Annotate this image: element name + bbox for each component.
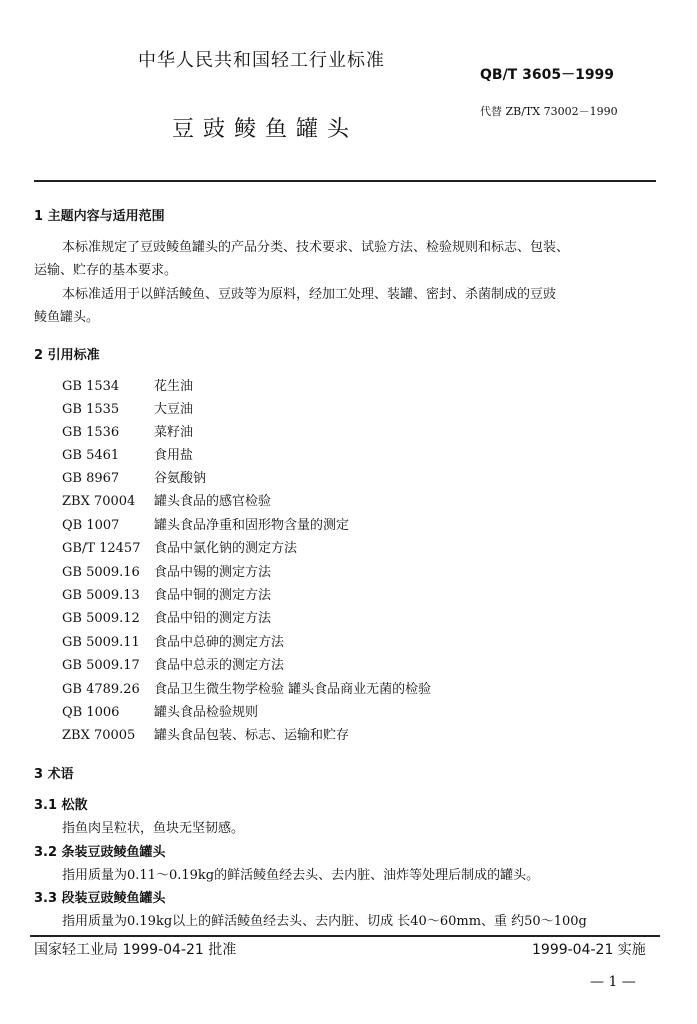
reference-code: GB 1534 bbox=[62, 379, 120, 394]
reference-item bbox=[62, 584, 271, 603]
reference-name: 谷氨酸钠 bbox=[154, 471, 207, 486]
reference-name: 食品中总砷的测定方法 bbox=[154, 635, 285, 650]
term-3-2-text: 指用质量为0.11～0.19kg的鲜活鲮鱼经去头、去内脏、油炸等处理后制成的罐头。 bbox=[62, 868, 540, 883]
reference-code: GB 1536 bbox=[62, 425, 120, 440]
reference-item bbox=[62, 467, 206, 486]
reference-code: QB 1006 bbox=[62, 705, 120, 720]
reference-name: 食品中氯化钠的测定方法 bbox=[154, 541, 298, 556]
section-1-paragraph-2-line-1: 本标准适用于以鲜活鲮鱼、豆豉等为原料，经加工处理、装罐、密封、杀菌制成的豆豉 bbox=[62, 287, 557, 302]
approval-line: 国家轻工业局 1999-04-21 批准 bbox=[34, 942, 237, 958]
page-number: — 1 — bbox=[590, 974, 636, 990]
reference-code: GB 5009.13 bbox=[62, 588, 140, 603]
term-3-1-text: 指鱼肉呈粒状，鱼块无坚韧感。 bbox=[62, 821, 245, 836]
term-3-1-heading: 3.1 松散 bbox=[34, 798, 88, 813]
reference-code: ZBX 70005 bbox=[62, 728, 136, 743]
reference-item bbox=[62, 607, 271, 626]
reference-name: 食品中总汞的测定方法 bbox=[154, 658, 285, 673]
reference-name: 食品中铜的测定方法 bbox=[154, 588, 272, 603]
reference-code: GB 4789.26 bbox=[62, 682, 140, 697]
footer-divider bbox=[30, 935, 660, 937]
document-title: 豆豉鲮鱼罐头 bbox=[172, 117, 359, 142]
term-3-3-text: 指用质量为0.19kg以上的鲜活鲮鱼经去头、去内脏、切成 长40～60mm、重 约50～100g bbox=[62, 914, 587, 929]
issuing-organization: 中华人民共和国轻工行业标准 bbox=[138, 50, 385, 71]
reference-name: 罐头食品检验规则 bbox=[154, 705, 259, 720]
reference-code: ZBX 70004 bbox=[62, 494, 136, 509]
reference-name: 罐头食品净重和固形物含量的测定 bbox=[154, 518, 350, 533]
reference-name: 罐头食品的感官检验 bbox=[154, 494, 272, 509]
reference-name: 花生油 bbox=[154, 379, 194, 394]
reference-name: 食品中铅的测定方法 bbox=[154, 611, 272, 626]
reference-item bbox=[62, 398, 193, 417]
reference-item bbox=[62, 631, 284, 650]
term-3-3-heading: 3.3 段装豆豉鲮鱼罐头 bbox=[34, 891, 166, 906]
reference-item bbox=[62, 421, 193, 440]
reference-name: 罐头食品包装、标志、运输和贮存 bbox=[154, 728, 350, 743]
reference-code: GB/T 12457 bbox=[62, 541, 141, 556]
reference-code: GB 1535 bbox=[62, 402, 120, 417]
reference-item bbox=[62, 537, 297, 556]
reference-item bbox=[62, 490, 271, 509]
reference-code: GB 5009.12 bbox=[62, 611, 140, 626]
reference-item bbox=[62, 444, 193, 463]
section-1-heading: 1 主题内容与适用范围 bbox=[34, 209, 165, 224]
header-divider bbox=[34, 180, 656, 182]
section-1-paragraph-1-line-2: 运输、贮存的基本要求。 bbox=[34, 263, 178, 278]
reference-name: 食品卫生微生物学检验 罐头食品商业无菌的检验 bbox=[154, 682, 432, 697]
section-2-heading: 2 引用标准 bbox=[34, 348, 100, 363]
reference-item bbox=[62, 654, 284, 673]
reference-item bbox=[62, 678, 431, 697]
section-1-paragraph-1-line-1: 本标准规定了豆豉鲮鱼罐头的产品分类、技术要求、试验方法、检验规则和标志、包装、 bbox=[62, 240, 570, 255]
reference-code: QB 1007 bbox=[62, 518, 120, 533]
reference-item bbox=[62, 561, 271, 580]
reference-item bbox=[62, 724, 349, 743]
reference-item bbox=[62, 514, 349, 533]
reference-item bbox=[62, 701, 258, 720]
reference-name: 食用盐 bbox=[154, 448, 194, 463]
replaces-standard: 代替 ZB/TX 73002－1990 bbox=[480, 105, 618, 118]
reference-item bbox=[62, 375, 193, 394]
reference-name: 食品中锡的测定方法 bbox=[154, 565, 272, 580]
reference-code: GB 5461 bbox=[62, 448, 120, 463]
term-3-2-heading: 3.2 条装豆豉鲮鱼罐头 bbox=[34, 845, 166, 860]
reference-code: GB 5009.16 bbox=[62, 565, 140, 580]
reference-code: GB 8967 bbox=[62, 471, 120, 486]
reference-name: 大豆油 bbox=[154, 402, 194, 417]
standard-code: QB/T 3605－1999 bbox=[480, 67, 615, 83]
section-3-heading: 3 术语 bbox=[34, 767, 74, 782]
reference-name: 菜籽油 bbox=[154, 425, 194, 440]
reference-code: GB 5009.17 bbox=[62, 658, 140, 673]
implementation-date: 1999-04-21 实施 bbox=[532, 942, 646, 958]
reference-code: GB 5009.11 bbox=[62, 635, 140, 650]
section-1-paragraph-2-line-2: 鲮鱼罐头。 bbox=[34, 310, 100, 325]
